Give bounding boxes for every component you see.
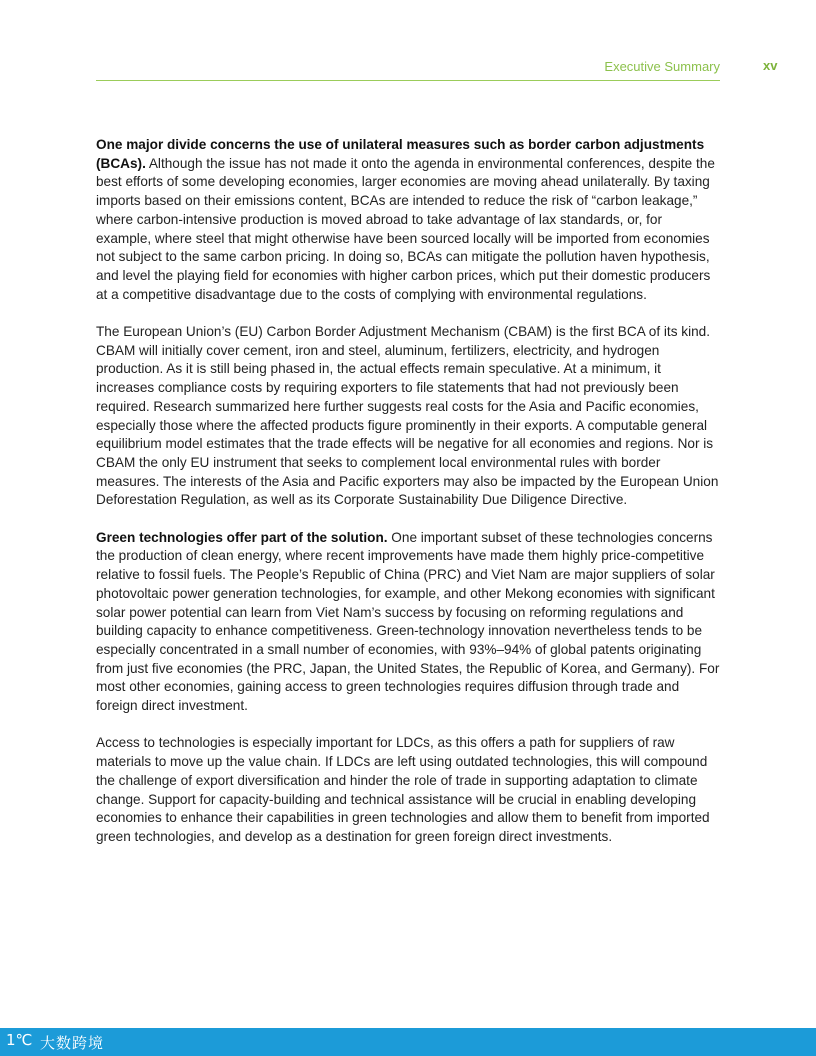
page-number: xv — [763, 58, 778, 73]
paragraph-body: One important subset of these technologies concerns the production of clean energy, where recent improvements have made them highly price-competitive relative to fossil fuels. The People’s Republic of China (PRC) and Viet Nam are major suppliers of solar photovoltaic power generation technologies, for example, and other Mekong economies with significant solar power potential can learn from Viet Nam’s success by focusing on reforming regulations and building capacity to enhance competitiveness. Green-technology innovation nevertheless tends to be especially concentrated in a small number of economies, with 93%–94% of global patents originating from just five economies (the PRC, Japan, the United States, the Republic of Korea, and Germany). For most other economies, gaining access to green technologies requires diffusion through trade and foreign direct investment. — [96, 529, 720, 714]
paragraph — [96, 734, 720, 846]
paragraph — [96, 136, 720, 304]
header-section-title: Executive Summary — [604, 59, 720, 74]
paragraph-lead: One major divide concerns the use of unilateral measures such as border carbon adjustments (BCAs). — [96, 137, 705, 171]
paragraph — [96, 323, 720, 510]
body-text — [96, 136, 720, 865]
footer-bar — [0, 1028, 816, 1056]
paragraph-lead: Green technologies offer part of the solution. — [96, 529, 388, 545]
paragraph-body: The European Union’s (EU) Carbon Border Adjustment Mechanism (CBAM) is the first BCA of its kind. CBAM will initially cover cement, iron and steel, aluminum, fertilizers, electricity, and hydrogen production. As it is still being phased in, the actual effects remain speculative. At a minimum, it increases compliance costs by requiring exporters to file statements that had not previously been required. Research summarized here further suggests real costs for the Asia and Pacific economies, especially those where the affected products figure prominently in their exports. A computable general equilibrium model estimates that the trade effects will be negative for all economies and regions. Nor is CBAM the only EU instrument that seeks to complement local environmental rules with border measures. The interests of the Asia and Pacific exporters may also be impacted by the European Union Deforestation Regulation, as well as its Corporate Sustainability Due Diligence Directive. — [96, 324, 719, 508]
paragraph-body: Access to technologies is especially important for LDCs, as this offers a path for suppliers of raw materials to move up the value chain. If LDCs are left using outdated technologies, this will compound the challenge of export diversification and hinder the role of trade in supporting adaptation to climate change. Support for capacity-building and technical assistance will be crucial in enabling developing economies to enhance their capabilities in green technologies and allow them to benefit from imported green technologies, and develop as a destination for green foreign direct investments. — [96, 735, 710, 844]
paragraph-body: Although the issue has not made it onto the agenda in environmental conferences, despite the best efforts of some developing economies, larger economies are moving ahead unilaterally. By taxing imports based on their emissions content, BCAs are intended to reduce the risk of “carbon leakage,” where carbon-intensive production is moved abroad to take advantage of lax standards, or, for example, where steel that might otherwise have been sourced locally will be imported from economies not subject to the same carbon pricing. In doing so, BCAs can mitigate the pollution haven hypothesis, and level the playing field for economies with higher carbon prices, which put their domestic producers at a competitive disadvantage due to the costs of complying with environmental regulations. — [96, 155, 715, 302]
paragraph — [96, 529, 720, 716]
running-header — [96, 56, 720, 81]
logo-icon: 1℃ — [6, 1031, 33, 1049]
logo-text: 大数跨境 — [40, 1034, 105, 1052]
